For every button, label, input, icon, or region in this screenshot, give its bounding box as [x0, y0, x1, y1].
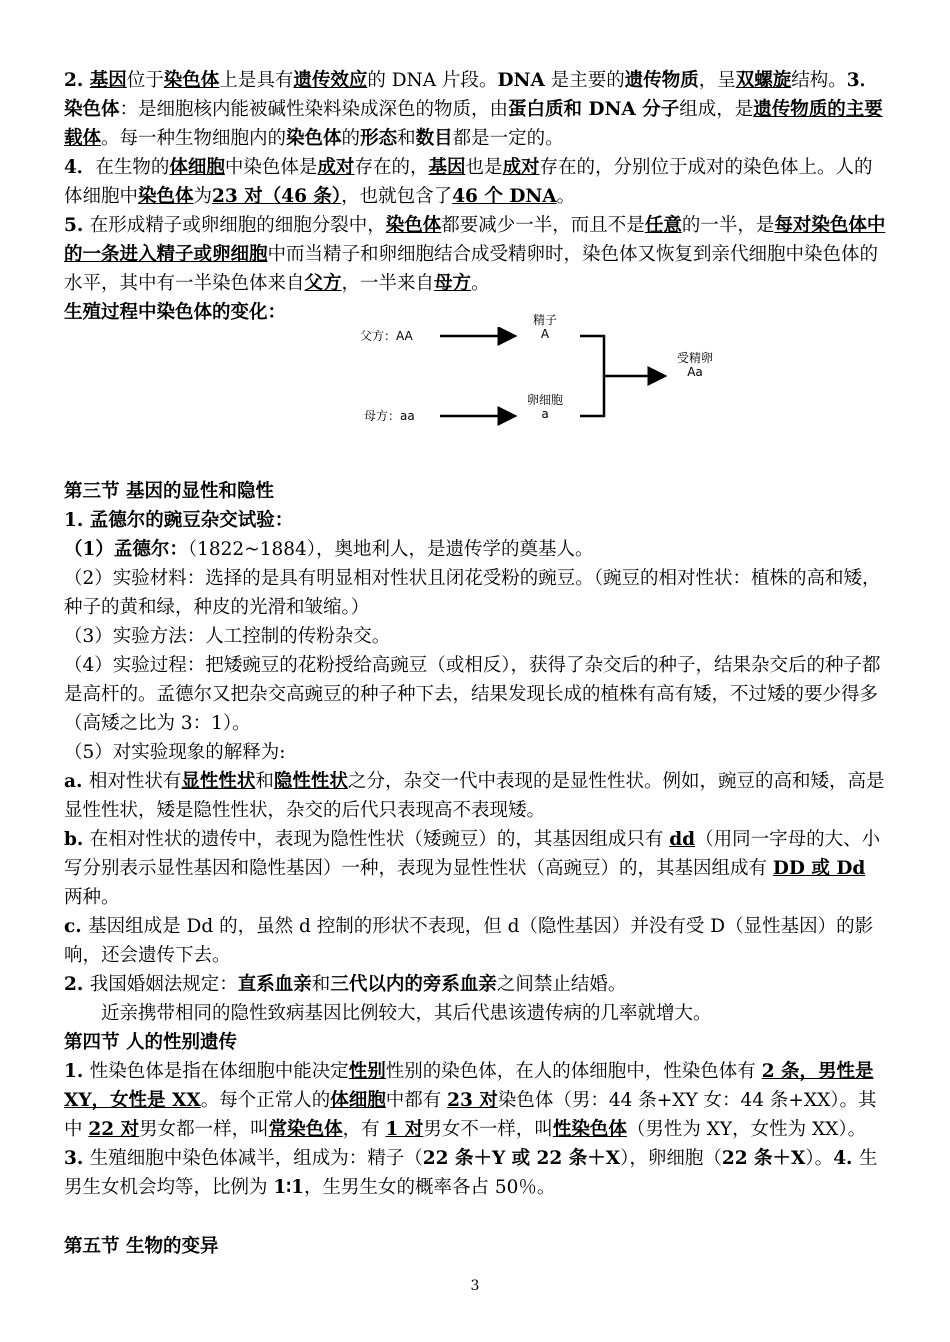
key-term: DD 或 Dd [772, 858, 866, 879]
key-term: dd [669, 829, 696, 850]
marriage-law [64, 970, 886, 999]
explanation-b [64, 825, 886, 912]
text: 相对性状有 [88, 771, 182, 792]
key-term: 2 条，男性是 XY，女性是 XX [64, 1061, 874, 1111]
text: 。每一种生物细胞内的 [101, 128, 287, 149]
text: （用同一字母的大、小写分别表示显性基因和隐性基因）一种，表现为显性性状（高豌豆）的，其基因组成有 [64, 829, 881, 879]
text: 和 [311, 974, 331, 995]
text: 性别的染色体，在人的体细胞中，性染色体有 [385, 1061, 762, 1082]
text: 之间禁止结婚。 [496, 974, 627, 995]
key-term: 染色体 [138, 186, 194, 207]
egg-label: 卵细胞 [526, 393, 563, 407]
process-heading-row [64, 298, 886, 327]
page-number: 3 [470, 1278, 480, 1294]
mendel-item-5: （5）对实验现象的解释为: [64, 742, 286, 763]
key-term: 双螺旋 [735, 70, 792, 91]
key-term: DNA [497, 70, 545, 91]
text: （男性为 XY，女性为 XX）。 [626, 1119, 867, 1140]
section-5-title: 第五节 生物的变异 [64, 1236, 219, 1257]
key-term: 遗传物质的主要载体 [64, 99, 883, 149]
text: 我国婚姻法规定： [89, 974, 238, 995]
text: 上是具有 [219, 70, 294, 91]
key-term: 母方 [434, 273, 472, 294]
text: 。 [471, 273, 490, 294]
sperm-label: 精子 [532, 313, 557, 327]
document-body [64, 66, 886, 1261]
text: ，也就包含了 [341, 186, 453, 207]
text: 的一半，是 [681, 215, 775, 236]
text: 位于 [126, 70, 164, 91]
item-number: 4． [64, 157, 96, 178]
text: 中染色体是 [224, 157, 318, 178]
text: 男女都一样，叫 [139, 1119, 269, 1140]
key-term: 每对染色体中的一条进入精子或卵细胞 [64, 215, 886, 265]
text: 在形成精子或卵细胞的细胞分裂中， [89, 215, 386, 236]
diagram-lines [64, 327, 886, 447]
text: ，生男生女的概率各占 50％。 [303, 1177, 556, 1198]
zygote-value: Aa [687, 365, 703, 379]
text: 染色体（男：44 条+XY 女：44 条+XX）。其中 [64, 1090, 877, 1140]
merge-bracket [580, 336, 604, 416]
chromosome-diagram [64, 313, 886, 447]
text: 是主要的 [544, 70, 625, 91]
text: 为 [193, 186, 213, 207]
key-term: 性染色体 [552, 1119, 627, 1140]
key-term: 显性性状 [181, 771, 256, 792]
key-term: 直系血亲 [237, 974, 312, 995]
sex-chromosome-paragraph [64, 1057, 886, 1144]
paragraph-gene-definition [64, 66, 886, 153]
key-term: 体细胞 [330, 1090, 386, 1111]
text: 在相对性状的遗传中，表现为隐性性状（矮豌豆）的，其基因组成只有 [89, 829, 670, 850]
key-term: 体细胞 [169, 157, 225, 178]
item-number: 3．染色体 [64, 70, 879, 120]
paragraph-meiosis [64, 211, 886, 298]
text: 和 [255, 771, 274, 792]
key-term: 遗传物质 [624, 70, 699, 91]
key-term: 隐性性状 [273, 771, 348, 792]
text: ）。 [805, 1148, 834, 1169]
key-term: 基因 [89, 70, 127, 91]
item-number: 5. [64, 215, 90, 236]
text: ，一半来自 [341, 273, 435, 294]
text: 也是 [465, 157, 503, 178]
mendel-item-3: （3）实验方法：人工控制的传粉杂交。 [64, 626, 391, 647]
key-term: 1∶1 [273, 1177, 304, 1198]
text: 性染色体是指在体细胞中能决定 [89, 1061, 349, 1082]
item-number: 4. [833, 1148, 859, 1169]
key-term: 23 对 [447, 1090, 498, 1111]
key-term: 成对 [502, 157, 540, 178]
mendel-heading: 1. 孟德尔的豌豆杂交试验： [64, 510, 294, 531]
paragraph-paired-chromosomes [64, 153, 886, 211]
text: 中都有 [385, 1090, 448, 1111]
text: ，有 [342, 1119, 386, 1140]
section-4-title: 第四节 人的性别遗传 [64, 1032, 237, 1053]
explanation-c [64, 912, 886, 970]
text: 和 [397, 128, 416, 149]
text: 两种。 [64, 887, 120, 908]
text: 组成，是 [679, 99, 754, 120]
text: 中而当精子和卵细胞结合成受精卵时，染色体又恢复到亲代细胞中染色体的水平，其中有一半染色体来自 [64, 244, 879, 294]
key-term: 成对 [317, 157, 355, 178]
text: 男女不一样，叫 [423, 1119, 553, 1140]
item-number: b. [64, 829, 90, 850]
key-term: 任意 [644, 215, 682, 236]
key-term: 染色体 [163, 70, 220, 91]
item-number: 2. [64, 974, 90, 995]
key-term: 22 条＋X [721, 1148, 806, 1169]
mother-label: 母方：aa [364, 409, 415, 423]
key-term: 23 对（46 条） [212, 186, 342, 207]
text: ：是细胞核内能被碱性染料染成深色的物质，由 [119, 99, 509, 120]
text: ），卵细胞（ [620, 1148, 722, 1169]
sperm-value: A [540, 327, 550, 341]
text: ，呈 [698, 70, 736, 91]
key-term: 基因 [428, 157, 466, 178]
text: 生殖细胞中染色体减半，组成为：精子（ [89, 1148, 423, 1169]
egg-value: a [541, 407, 549, 421]
item-number: 2. [64, 70, 90, 91]
key-term: 三代以内的旁系血亲 [330, 974, 497, 995]
key-term: 父方 [304, 273, 342, 294]
item-number: 3. [64, 1148, 90, 1169]
key-term: （1）孟德尔： [64, 539, 188, 560]
key-term: 数目 [415, 128, 453, 149]
mendel-item-4: （4）实验过程：把矮豌豆的花粉授给高豌豆（或相反），获得了杂交后的种子，结果杂交后的种子都是高杆的。孟德尔又把杂交高豌豆的种子种下去，结果发现长成的植株有高有矮，不过矮的要少得多（高矮之比为 3：1）。 [64, 655, 881, 734]
mendel-item-1 [64, 535, 886, 564]
spacer [64, 447, 886, 477]
text: 的 [341, 128, 361, 149]
key-term: 1 对 [385, 1119, 424, 1140]
key-term: 形态 [360, 128, 398, 149]
key-term: 蛋白质和 DNA 分子 [508, 99, 680, 120]
section-3-title: 第三节 基因的显性和隐性 [64, 481, 274, 502]
text: 存在的，分别位于成对的染色体上。人的体细胞中 [64, 157, 873, 207]
text: 之分，杂交一代中表现的是显性性状。例如，豌豆的高和矮，高是显性性状，矮是隐性性状，杂交的后代只表现高不表现矮。 [64, 771, 885, 821]
key-term: 性别 [348, 1061, 386, 1082]
father-label: 父方：AA [360, 329, 413, 343]
text: 在生物的 [95, 157, 170, 178]
text: 结构。 [791, 70, 847, 91]
consanguinity-note: 近亲携带相同的隐性致病基因比例较大，其后代患该遗传病的几率就增大。 [101, 1003, 712, 1024]
key-term: 染色体 [385, 215, 442, 236]
key-term: 常染色体 [268, 1119, 343, 1140]
text: 。每个正常人的 [200, 1090, 331, 1111]
text: 。 [556, 186, 576, 207]
spacer [64, 1202, 886, 1232]
key-term: 遗传效应 [293, 70, 368, 91]
text: 都是一定的。 [452, 128, 564, 149]
zygote-label: 受精卵 [676, 351, 713, 365]
text: 基因组成是 Dd 的，虽然 d 控制的形状不表现，但 d（隐性基因）并没有受 D（显性基因）的影响，还会遗传下去。 [64, 916, 874, 966]
mendel-item-2: （2）实验材料：选择的是具有明显相对性状且闭花受粉的豌豆。（豌豆的相对性状：植株的高和矮，种子的黄和绿，种皮的光滑和皱缩。） [64, 568, 881, 618]
text: 都要减少一半，而且不是 [441, 215, 645, 236]
key-term: 染色体 [286, 128, 342, 149]
explanation-a [64, 767, 886, 825]
text: 存在的， [354, 157, 429, 178]
process-heading: 生殖过程中染色体的变化： [64, 302, 287, 323]
key-term: 22 对 [88, 1119, 140, 1140]
item-number: 1. [64, 1061, 90, 1082]
text: 生男生女机会均等，比例为 [64, 1148, 878, 1198]
text: （1822~1884），奥地利人，是遗传学的奠基人。 [187, 539, 594, 560]
item-number: c. [64, 916, 89, 937]
key-term: 22 条＋Y 或 22 条＋X [422, 1148, 621, 1169]
item-number: a. [64, 771, 89, 792]
key-term: 46 个 DNA [452, 186, 557, 207]
gamete-paragraph [64, 1144, 886, 1202]
text: 的 DNA 片段。 [367, 70, 498, 91]
